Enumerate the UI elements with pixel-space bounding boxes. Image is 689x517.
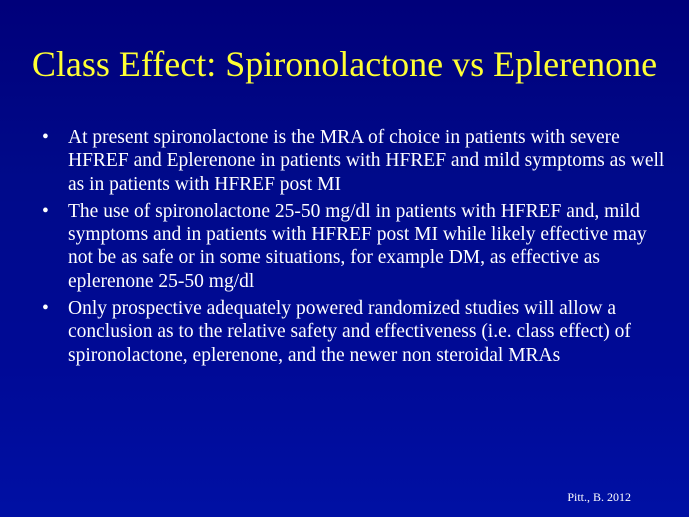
bullet-item — [40, 126, 675, 196]
bullet-text: Only prospective adequately powered randomized studies will allow a conclusion as to the relative safety and effectiveness (i.e. class effect) of spironolactone, eplerenone, and the newer non steroidal MRAs — [68, 298, 631, 366]
bullet-icon: • — [42, 127, 49, 148]
bullet-item — [40, 200, 675, 293]
citation: Pitt., B. 2012 — [567, 490, 631, 504]
slide-title: Class Effect: Spironolactone vs Eplerenone — [31, 44, 658, 84]
bullet-item — [40, 297, 675, 367]
bullet-text: At present spironolactone is the MRA of choice in patients with severe HFREF and Eplerenone in patients with HFREF and mild symptoms as well as in patients with HFREF post MI — [68, 127, 665, 195]
bullet-text: The use of spironolactone 25-50 mg/dl in patients with HFREF and, mild symptoms and in patients with HFREF post MI while likely effective may not be as safe or in some situations, for example DM, as effective as eplerenone 25-50 mg/dl — [68, 200, 647, 292]
bullet-icon: • — [42, 298, 49, 320]
bullet-icon: • — [42, 200, 49, 222]
bullet-list — [40, 126, 675, 371]
